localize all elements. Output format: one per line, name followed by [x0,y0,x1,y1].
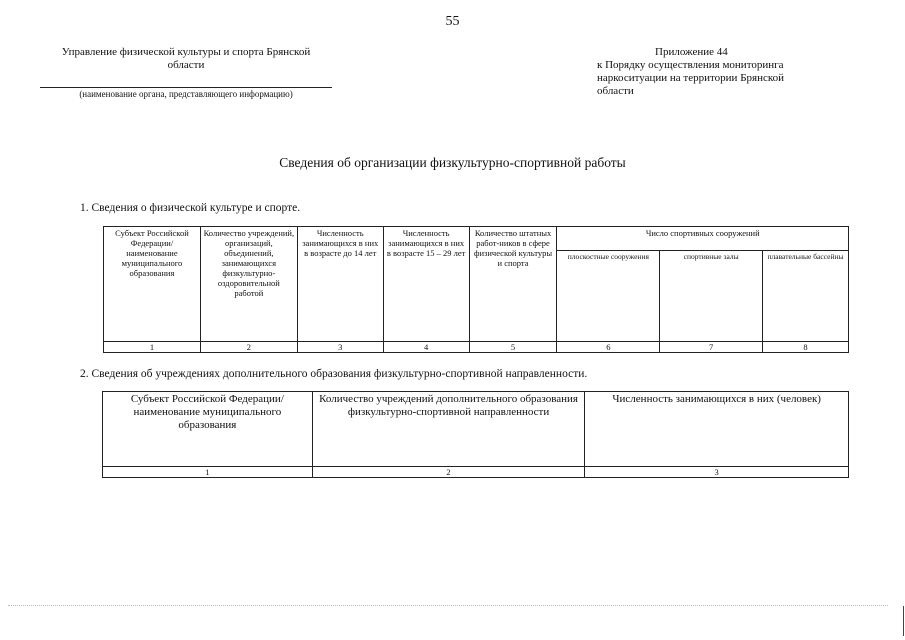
additional-education-table [102,391,849,478]
column-number: 4 [383,342,469,353]
column-numbers-row [104,342,849,353]
column-number: 6 [557,342,660,353]
organization-name-line1: Управление физической культуры и спорта Брянской [61,46,311,58]
column-header-institutions-count: Количество учреждений дополнительного образования физкультурно-спортивной направленности [312,392,585,467]
column-number: 2 [200,342,297,353]
column-number: 3 [297,342,383,353]
subcolumn-swimming-pools: плавательные бассейны [763,251,849,342]
organization-name-line2: области [167,59,205,71]
subcolumn-sports-halls: спортивные залы [660,251,763,342]
organization-caption: (наименование органа, представляющего информацию) [79,89,293,99]
column-group-sports-facilities: Число спортивных сооружений [557,227,849,251]
column-number: 3 [585,467,849,478]
scan-edge-mark [903,606,904,636]
section1-heading: 1. Сведения о физической культуре и спорте. [80,202,301,214]
sports-facilities-table [103,226,849,353]
appendix-line4: области [597,85,634,97]
appendix-line3: наркоситуации на территории Брянской [597,72,785,84]
document-title: Сведения об организации физкультурно-спортивной работы [279,155,626,170]
column-number: 7 [660,342,763,353]
reporting-organization [40,46,332,72]
column-header-organizations-count: Количество учреждений, организаций, объединений, занимающихся физкультурно-оздоровительной работой [200,227,297,342]
organization-underline [40,87,332,88]
section2-heading: 2. Сведения об учреждениях дополнительного образования физкультурно-спортивной направленности. [80,368,588,380]
column-header-subject: Субъект Российской Федерации/ наименование муниципального образования [103,392,313,467]
appendix-number: Приложение 44 [655,46,728,58]
column-header-under-14: Численность занимающихся в них в возрасте до 14 лет [297,227,383,342]
subcolumn-flat-facilities: плоскостные сооружения [557,251,660,342]
column-header-subject: Субъект Российской Федерации/ наименование муниципального образования [104,227,201,342]
column-number: 2 [312,467,585,478]
column-number: 1 [104,342,201,353]
scan-artifact-line [8,605,888,606]
appendix-reference [597,46,837,98]
column-number: 5 [469,342,557,353]
column-number: 1 [103,467,313,478]
column-header-participants-count: Численность занимающихся в них (человек) [585,392,849,467]
column-number: 8 [763,342,849,353]
column-header-staff-count: Количество штатных работ-ников в сфере физической культуры и спорта [469,227,557,342]
page-number: 55 [445,14,460,29]
column-header-15-29: Численность занимающихся в них в возрасте 15 – 29 лет [383,227,469,342]
column-numbers-row [103,467,849,478]
appendix-line2: к Порядку осуществления мониторинга [597,59,784,71]
